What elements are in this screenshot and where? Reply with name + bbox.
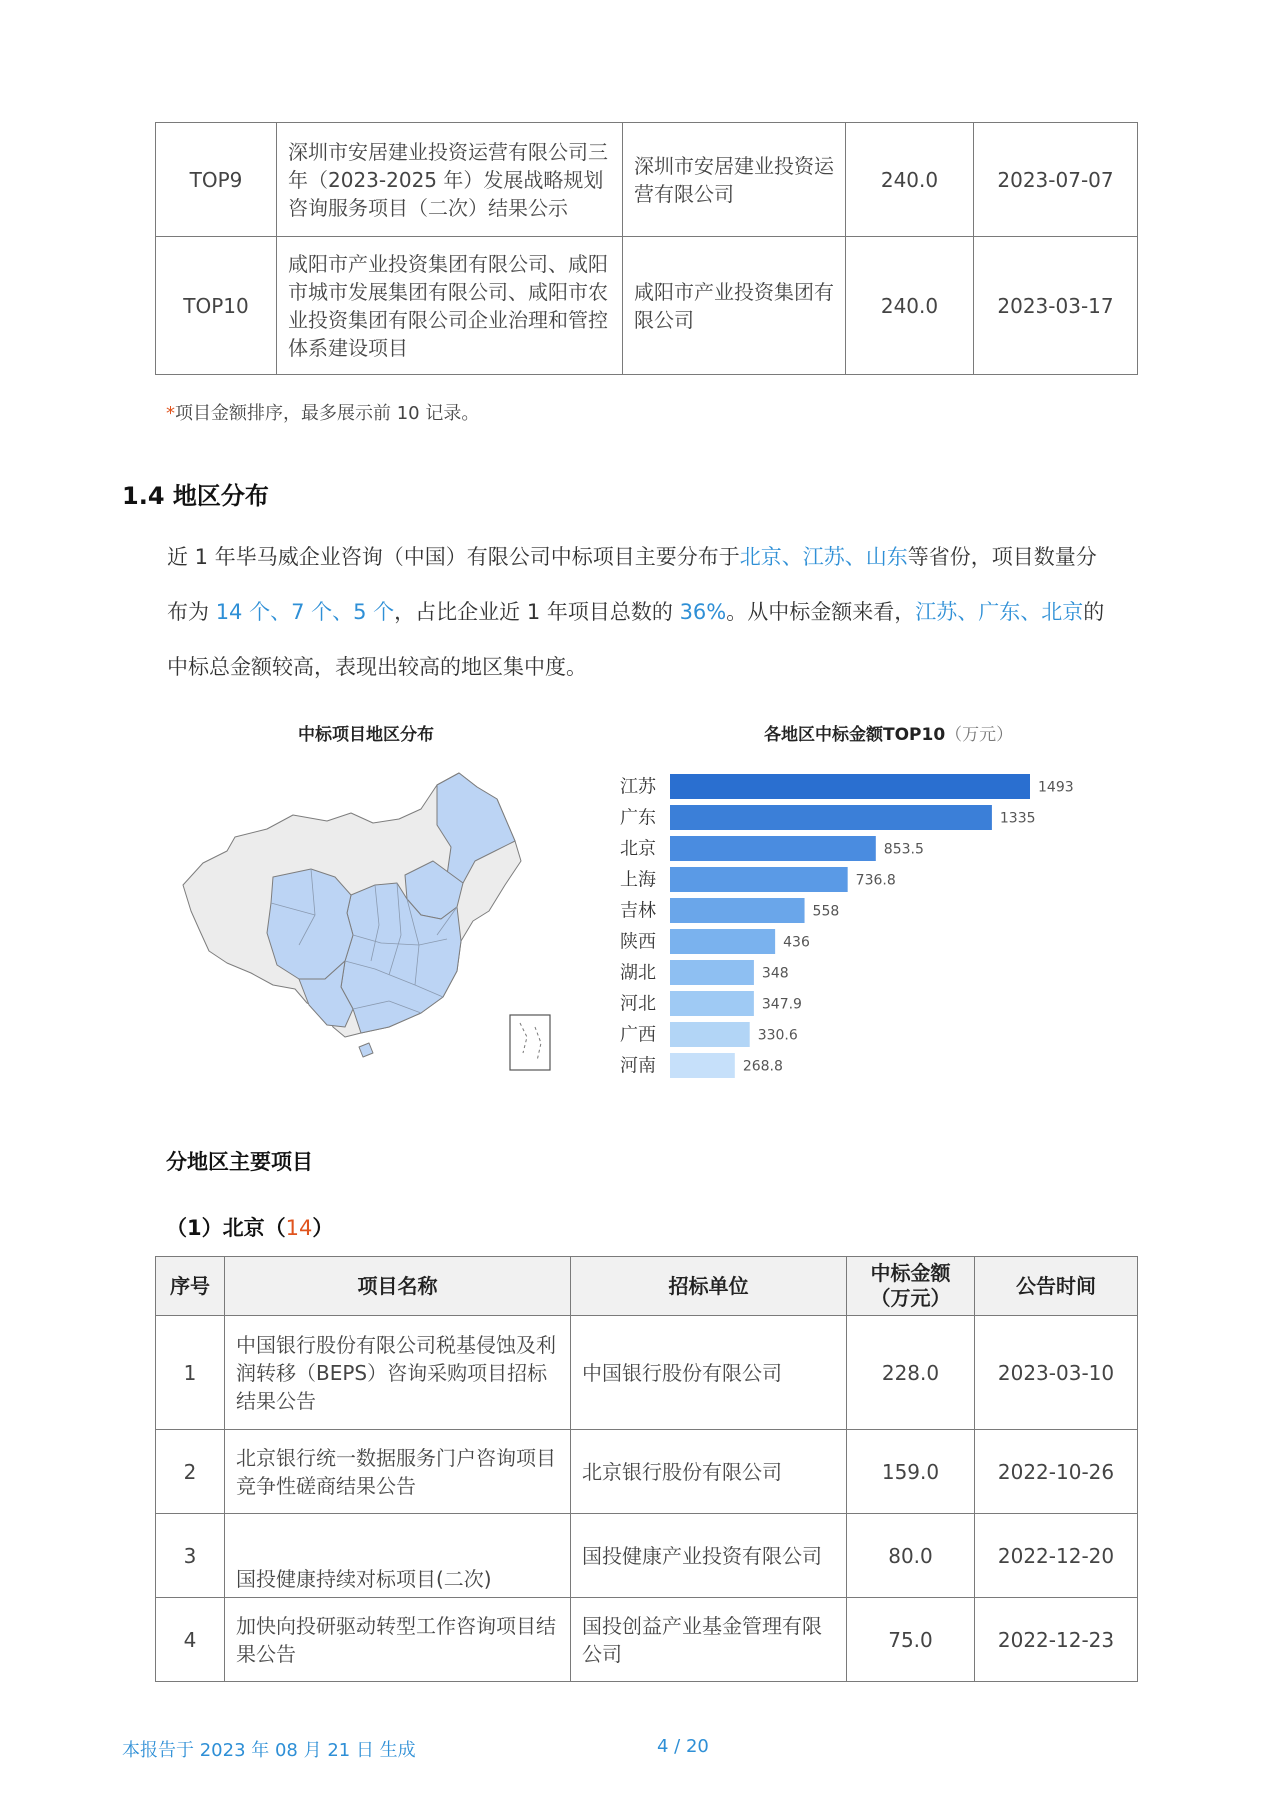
table-row [156, 1316, 1138, 1430]
bar-category-label: 广西 [620, 1024, 656, 1046]
bar-value-label: 436 [783, 934, 810, 951]
beijing-count: 14 [285, 1216, 313, 1240]
date-cell: 2022-10-26 [975, 1430, 1138, 1514]
beijing-projects-table [155, 1256, 1138, 1682]
table-row [156, 1598, 1138, 1682]
section-title: 1.4 地区分布 [122, 482, 269, 510]
south-china-sea-inset [510, 1015, 550, 1070]
para-text: 中标总金额较高，表现出较高的地区集中度。 [167, 655, 587, 679]
para-highlight: 14 个、7 个、5 个 [215, 600, 395, 624]
bar-category-label: 广东 [620, 807, 656, 829]
para-text: 的 [1083, 600, 1105, 624]
para-text: 近 1 年毕马威企业咨询（中国）有限公司中标项目主要分布于 [167, 545, 740, 569]
date-cell: 2023-03-10 [975, 1316, 1138, 1430]
project-link[interactable]: 深圳市安居建业投资运营有限公司三年（2023-2025 年）发展战略规划咨询服务项目（二次）结果公示 [277, 123, 623, 237]
map-hainan [359, 1043, 373, 1057]
bar-value-label: 558 [812, 903, 840, 920]
no-cell: 3 [156, 1514, 225, 1598]
bar-category-label: 江苏 [620, 776, 656, 798]
org-cell: 中国银行股份有限公司 [571, 1316, 847, 1430]
table-row [156, 1514, 1138, 1598]
rank-cell: TOP10 [156, 237, 277, 375]
org-cell: 国投创益产业基金管理有限公司 [571, 1598, 847, 1682]
bar-value-label: 268.8 [742, 1058, 783, 1075]
note-text: 项目金额排序，最多展示前 10 记录。 [175, 403, 480, 424]
date-cell: 2023-07-07 [974, 123, 1138, 237]
rank-cell: TOP9 [156, 123, 277, 237]
bar [670, 898, 805, 923]
beijing-suffix: ） [312, 1216, 334, 1240]
project-link[interactable]: 中国银行股份有限公司税基侵蚀及利润转移（BEPS）咨询采购项目招标结果公告 [225, 1316, 571, 1430]
project-link[interactable]: 北京银行统一数据服务门户咨询项目竞争性磋商结果公告 [225, 1430, 571, 1514]
header-date: 公告时间 [975, 1257, 1138, 1316]
beijing-prefix: （1）北京（ [166, 1216, 286, 1240]
bar-value-label: 1493 [1038, 779, 1074, 796]
bar-category-label: 河南 [620, 1055, 656, 1077]
amount-cell: 80.0 [847, 1514, 975, 1598]
date-cell: 2022-12-20 [975, 1514, 1138, 1598]
header-name: 项目名称 [225, 1257, 571, 1316]
para-line-3 [167, 640, 1167, 695]
para-line-1 [167, 530, 1167, 585]
bar-value-label: 736.8 [855, 872, 896, 889]
footer-generated: 本报告于 2023 年 08 月 21 日 生成 [122, 1740, 416, 1761]
region-amount-bar-chart [600, 770, 1120, 1090]
bar-category-label: 上海 [620, 869, 656, 891]
beijing-heading [166, 1212, 333, 1242]
para-text: 布为 [167, 600, 216, 624]
amount-cell: 159.0 [847, 1430, 975, 1514]
no-cell: 4 [156, 1598, 225, 1682]
para-highlight: 北京、江苏、山东 [739, 545, 908, 569]
no-cell: 1 [156, 1316, 225, 1430]
para-line-2 [167, 585, 1167, 640]
amount-cell: 240.0 [846, 237, 974, 375]
header-org: 招标单位 [571, 1257, 847, 1316]
org-cell: 国投健康产业投资有限公司 [571, 1514, 847, 1598]
amount-cell: 240.0 [846, 123, 974, 237]
bar [670, 867, 848, 892]
bar-category-label: 陕西 [620, 931, 656, 953]
bar-category-label: 河北 [620, 993, 656, 1015]
bar-category-label: 吉林 [620, 900, 656, 922]
project-link[interactable]: 加快向投研驱动转型工作咨询项目结果公告 [225, 1598, 571, 1682]
map-title: 中标项目地区分布 [298, 725, 434, 745]
para-highlight: 江苏、广东、北京 [915, 600, 1084, 624]
table-header-row [156, 1257, 1138, 1316]
footer-page-number: 4 / 20 [657, 1736, 709, 1757]
note-star: * [166, 403, 175, 424]
para-text: 。从中标金额来看， [726, 600, 916, 624]
header-amount: 中标金额（万元） [847, 1257, 975, 1316]
bar-value-label: 348 [761, 965, 789, 982]
bar-value-label: 347.9 [761, 996, 802, 1013]
project-link[interactable]: 国投健康持续对标项目(二次) [225, 1514, 571, 1598]
header-no: 序号 [156, 1257, 225, 1316]
bar-category-label: 湖北 [620, 962, 656, 984]
project-link[interactable]: 咸阳市产业投资集团有限公司、咸阳市城市发展集团有限公司、咸阳市农业投资集团有限公司企业治理和管控体系建设项目 [277, 237, 623, 375]
para-highlight: 36% [679, 600, 727, 624]
org-cell: 深圳市安居建业投资运营有限公司 [623, 123, 846, 237]
amount-cell: 75.0 [847, 1598, 975, 1682]
date-cell: 2023-03-17 [974, 237, 1138, 375]
bar-chart-title [764, 720, 1013, 745]
para-text: ，占比企业近 1 年项目总数的 [394, 600, 680, 624]
no-cell: 2 [156, 1430, 225, 1514]
bar [670, 929, 775, 954]
amount-cell: 228.0 [847, 1316, 975, 1430]
table-row [156, 237, 1138, 375]
bar [670, 960, 754, 985]
bar-value-label: 330.6 [757, 1027, 798, 1044]
chart-unit: （万元） [945, 725, 1014, 745]
bar-value-label: 853.5 [883, 841, 924, 858]
top-projects-table [155, 122, 1138, 375]
section-paragraph [167, 530, 1167, 695]
org-cell: 咸阳市产业投资集团有限公司 [623, 237, 846, 375]
bar [670, 1022, 750, 1047]
bar [670, 774, 1030, 799]
table-row [156, 1430, 1138, 1514]
org-cell: 北京银行股份有限公司 [571, 1430, 847, 1514]
bar [670, 1053, 735, 1078]
para-text: 等省份，项目数量分 [907, 545, 1097, 569]
table-row [156, 123, 1138, 237]
bar-value-label: 1335 [999, 810, 1036, 827]
regions-heading: 分地区主要项目 [166, 1150, 313, 1174]
bar [670, 805, 992, 830]
bar [670, 991, 754, 1016]
bar [670, 836, 876, 861]
table-note [166, 399, 479, 425]
china-region-map [175, 765, 575, 1075]
date-cell: 2022-12-23 [975, 1598, 1138, 1682]
bar-category-label: 北京 [620, 838, 656, 860]
chart-title-text: 各地区中标金额TOP10 [764, 725, 946, 745]
